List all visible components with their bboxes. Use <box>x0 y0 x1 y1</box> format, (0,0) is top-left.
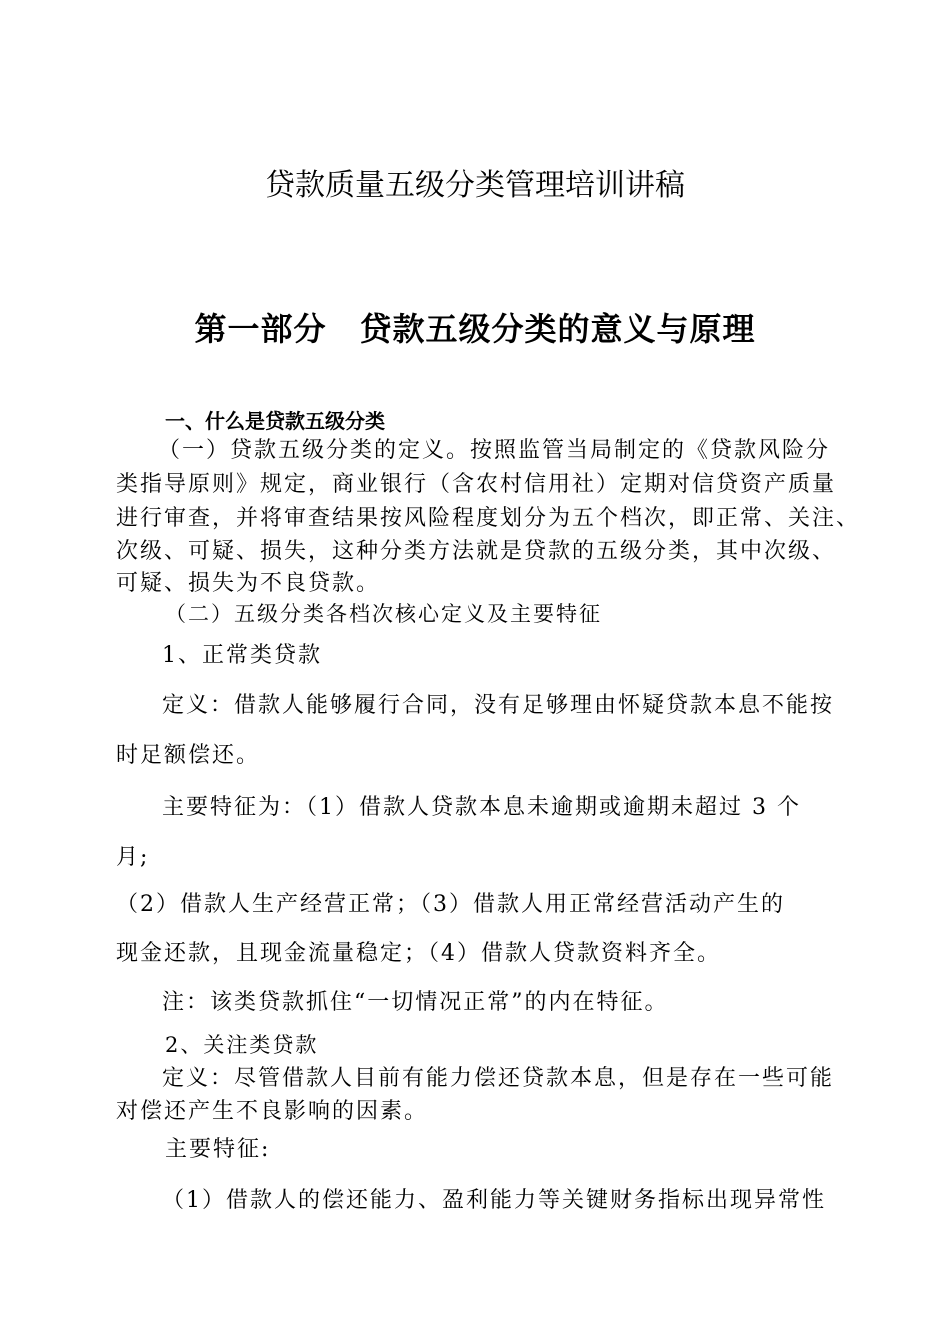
paragraph-line: 类指导原则》规定，商业银行（含农村信用社）定期对信贷资产质量 <box>116 472 837 497</box>
paragraph-line: （一）贷款五级分类的定义。按照监管当局制定的《贷款风险分 <box>158 438 831 463</box>
section-heading: 一、什么是贷款五级分类 <box>165 409 385 433</box>
paragraph-line: 进行审查，并将审查结果按风险程度划分为五个档次，即正常、关注、 <box>116 506 861 531</box>
paragraph-line: 可疑、损失为不良贷款。 <box>116 571 381 596</box>
part-title: 第一部分 贷款五级分类的意义与原理 <box>194 310 756 348</box>
feature-line: （1）借款人的偿还能力、盈利能力等关键财务指标出现异常性 <box>162 1188 826 1213</box>
feature-line: 现金还款，且现金流量稳定；（4）借款人贷款资料齐全。 <box>116 941 721 966</box>
definition-line: 定义：借款人能够履行合同，没有足够理由怀疑贷款本息不能按 <box>162 693 835 718</box>
feature-title: 主要特征: <box>165 1137 271 1162</box>
definition-line: 时足额偿还。 <box>116 743 261 768</box>
document-title: 贷款质量五级分类管理培训讲稿 <box>265 168 685 203</box>
definition-line: 定义：尽管借款人目前有能力偿还贷款本息，但是存在一些可能 <box>162 1066 835 1091</box>
note-line: 注：该类贷款抓住“一切情况正常”的内在特征。 <box>162 990 669 1015</box>
feature-line: （2）借款人生产经营正常；（3）借款人用正常经营活动产生的 <box>116 892 785 917</box>
subsection-heading: （二）五级分类各档次核心定义及主要特征 <box>165 602 602 626</box>
item-heading: 2、关注类贷款 <box>165 1033 319 1057</box>
item-heading: 1、正常类贷款 <box>162 643 322 668</box>
paragraph-line: 次级、可疑、损失，这种分类方法就是贷款的五级分类，其中次级、 <box>116 539 837 564</box>
definition-line: 对偿还产生不良影响的因素。 <box>116 1099 429 1124</box>
feature-line: 主要特征为：（1）借款人贷款本息未逾期或逾期未超过 3 个 <box>162 795 801 820</box>
feature-line: 月; <box>116 845 150 870</box>
